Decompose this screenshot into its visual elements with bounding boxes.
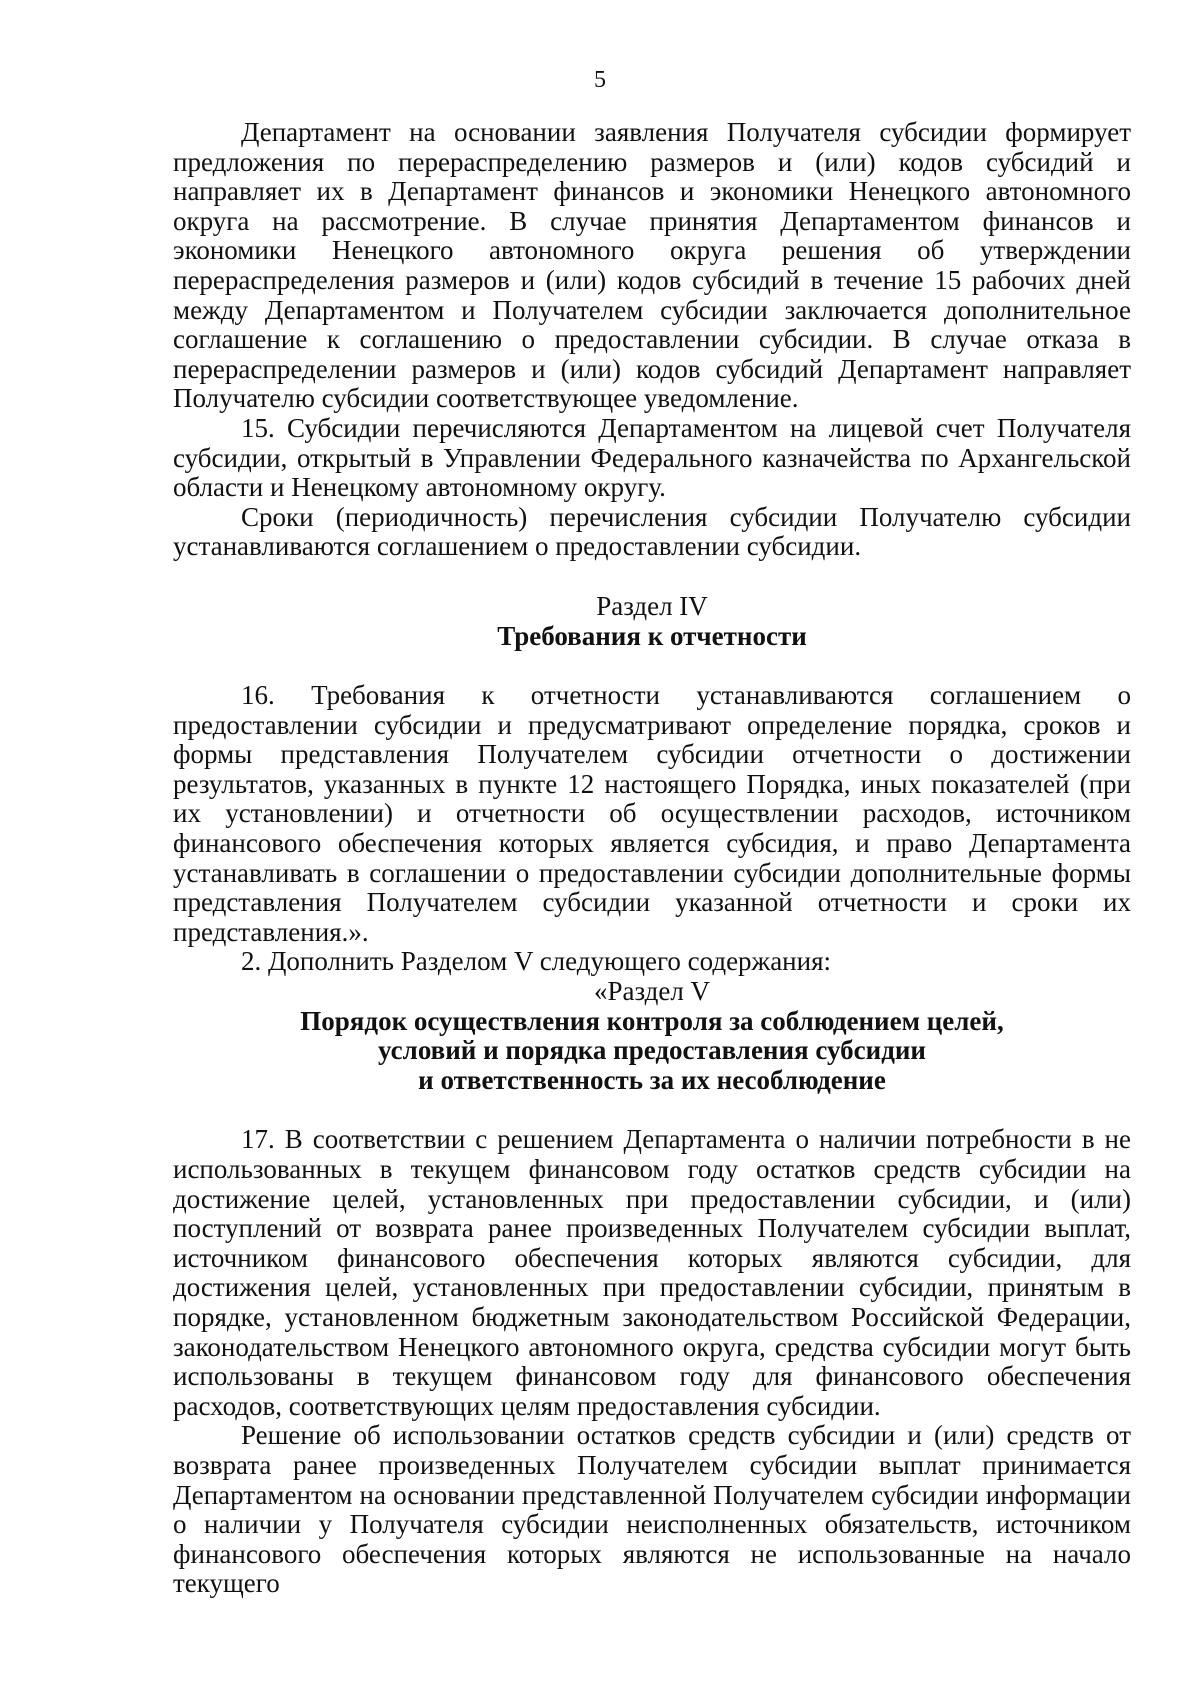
- paragraph-decision: Решение об использовании остатков средств субсидии и (или) средств от возврата ранее произведенных Получателем субсидии выплат принимается Департаментом на основании представленной Получателем субсидии информации о наличии у Получателя субсидии неисполненных обязательств, источником финансового обеспечения которых являются не использованные на начало текущего: [173, 1420, 1131, 1599]
- section-5-title-line-1: Порядок осуществления контроля за соблюдением целей,: [300, 1005, 1004, 1036]
- paragraph-15: 15. Субсидии перечисляются Департаментом на лицевой счет Получателя субсидии, открытый в Управлении Федерального казначейства по Архангельской области и Ненецкому автономному округу.: [173, 412, 1131, 503]
- paragraph-terms: Сроки (периодичность) перечисления субсидии Получателю субсидии устанавливаются соглашением о предоставлении субсидии.: [173, 501, 1131, 562]
- spacer: [173, 651, 1131, 681]
- section-5-title-line-3: и ответственность за их несоблюдение: [418, 1064, 886, 1095]
- document-body: [173, 118, 1131, 1599]
- spacer: [173, 1095, 1131, 1125]
- paragraph-amendment-2: 2. Дополнить Разделом V следующего содержания:: [241, 946, 832, 977]
- section-5-heading: «Раздел V: [593, 976, 711, 1007]
- section-4-heading: Раздел IV: [596, 590, 708, 621]
- page-number: 5: [594, 67, 606, 93]
- spacer: [173, 562, 1131, 592]
- paragraph-redistribution: Департамент на основании заявления Получателя субсидии формирует предложения по перераспределению размеров и (или) кодов субсидий и направляет их в Департамент финансов и экономики Ненецкого автономного округа на рассмотрение. В случае принятия Департаментом финансов и экономики Ненецкого автономного округа решения об утверждении перераспределения размеров и (или) кодов субсидий в течение 15 рабочих дней между Департаментом и Получателем субсидии заключается дополнительное соглашение к соглашению о предоставлении субсидии. В случае отказа в перераспределении размеров и (или) кодов субсидий Департамент направляет Получателю субсидии соответствующее уведомление.: [173, 117, 1131, 414]
- section-5-title-line-2: условий и порядка предоставления субсидии: [378, 1035, 926, 1066]
- paragraph-17: 17. В соответствии с решением Департамента о наличии потребности в не использованных в текущем финансовом году остатков средств субсидии на достижение целей, установленных при предоставлении субсидии, и (или) поступлений от возврата ранее произведенных Получателем субсидии выплат, источником финансового обеспечения которых являются субсидии, для достижения целей, установленных при предоставлении субсидии, принятым в порядке, установленном бюджетным законодательством Российской Федерации, законодательством Ненецкого автономного округа, средства субсидии могут быть использованы в текущем финансовом году для финансового обеспечения расходов, соответствующих целям предоставления субсидии.: [173, 1124, 1131, 1421]
- paragraph-16: 16. Требования к отчетности устанавливаются соглашением о предоставлении субсидии и предусматривают определение порядка, сроков и формы представления Получателем субсидии отчетности о достижении результатов, указанных в пункте 12 настоящего Порядка, иных показателей (при их установлении) и отчетности об осуществлении расходов, источником финансового обеспечения которых является субсидия, и право Департамента устанавливать в соглашении о предоставлении субсидии дополнительные формы представления Получателем субсидии указанной отчетности и сроки их представления.».: [173, 680, 1131, 947]
- section-4-title: Требования к отчетности: [497, 620, 807, 651]
